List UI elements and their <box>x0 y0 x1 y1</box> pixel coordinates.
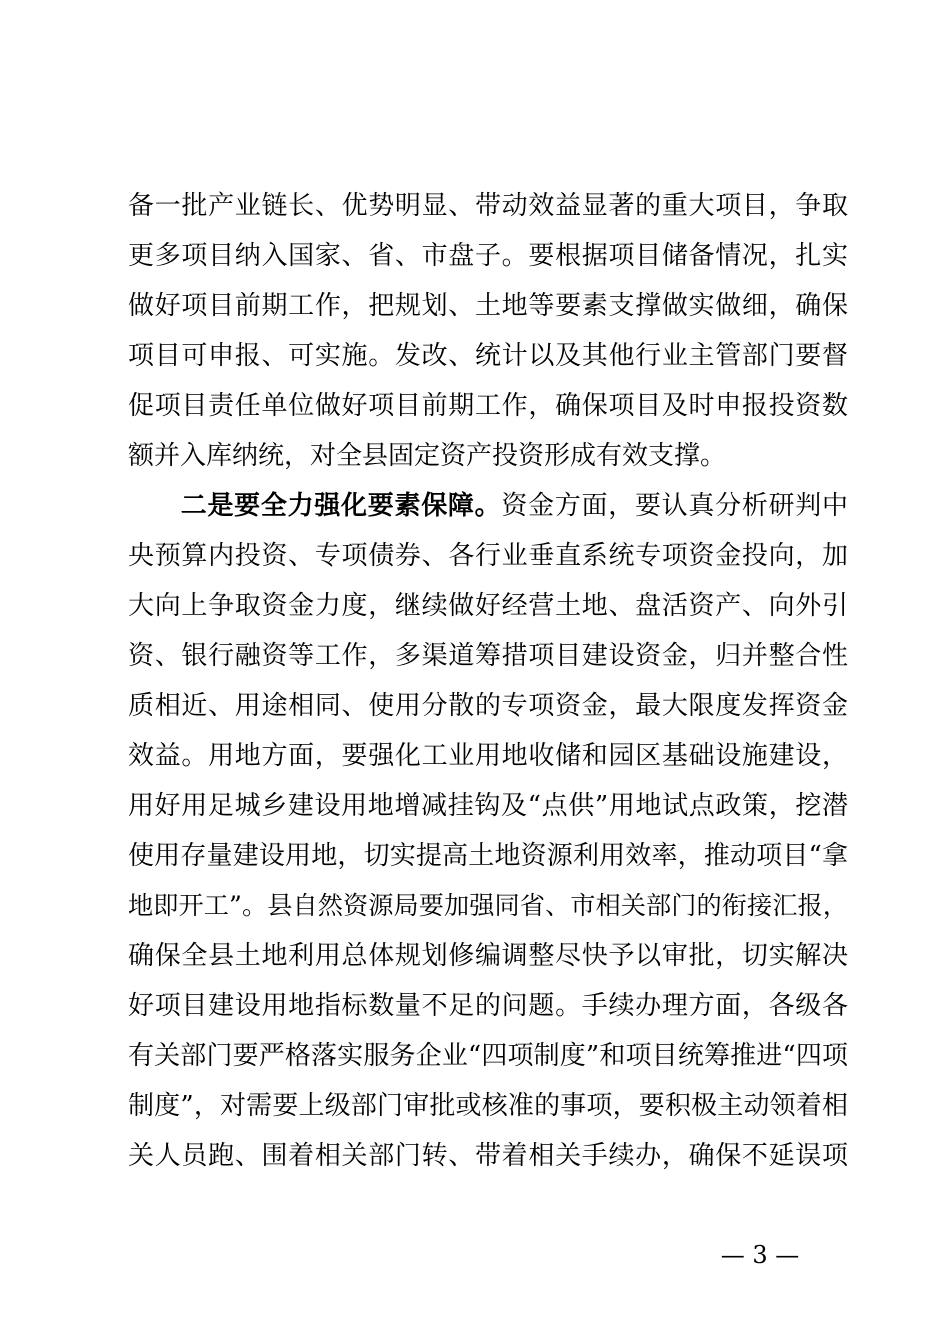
paragraph2-line-10: 确保全县土地利用总体规划修编调整尽快予以审批，切实解决 <box>128 941 848 971</box>
paragraph2-line-5: 质相近、用途相同、使用分散的专项资金，最大限度发挥资金 <box>128 691 848 721</box>
paragraph2-line-11: 好项目建设用地指标数量不足的问题。手续办理方面，各级各 <box>128 991 848 1021</box>
paragraph2-line-6: 效益。用地方面，要强化工业用地收储和园区基础设施建设， <box>128 741 848 771</box>
paragraph2-line-14: 关人员跑、围着相关部门转、带着相关手续办，确保不延误项 <box>128 1141 848 1171</box>
paragraph1-line-4: 项目可申报、可实施。发改、统计以及其他行业主管部门要督 <box>128 341 848 371</box>
paragraph2-line-3: 大向上争取资金力度，继续做好经营土地、盘活资产、向外引 <box>128 591 848 621</box>
paragraph2-line-2: 央预算内投资、专项债券、各行业垂直系统专项资金投向，加 <box>128 541 848 571</box>
paragraph2-line-1-text: 资金方面，要认真分析研判中 <box>501 491 848 521</box>
paragraph1-line-3: 做好项目前期工作，把规划、土地等要素支撑做实做细，确保 <box>128 291 848 321</box>
paragraph1-line-6: 额并入库纳统，对全县固定资产投资形成有效支撑。 <box>128 441 727 471</box>
paragraph2-line-8: 使用存量建设用地，切实提高土地资源利用效率，推动项目“拿 <box>128 841 848 871</box>
paragraph1-line-1: 备一批产业链长、优势明显、带动效益显著的重大项目，争取 <box>128 191 848 221</box>
paragraph2-line-1 <box>128 486 848 526</box>
paragraph2-line-7: 用好用足城乡建设用地增减挂钩及“点供”用地试点政策，挖潜 <box>128 791 848 821</box>
paragraph2-heading: 二是要全力强化要素保障。 <box>180 491 502 521</box>
paragraph2-line-4: 资、银行融资等工作，多渠道筹措项目建设资金，归并整合性 <box>128 641 848 671</box>
paragraph2-line-12: 有关部门要严格落实服务企业“四项制度”和项目统筹推进“四项 <box>128 1041 848 1071</box>
paragraph1-line-2: 更多项目纳入国家、省、市盘子。要根据项目储备情况，扎实 <box>128 241 848 271</box>
page-number: — 3 — <box>720 1241 800 1269</box>
paragraph2-line-13: 制度”，对需要上级部门审批或核准的事项，要积极主动领着相 <box>128 1091 848 1121</box>
paragraph2-line-9: 地即开工”。县自然资源局要加强同省、市相关部门的衔接汇报， <box>128 891 848 920</box>
paragraph1-line-5: 促项目责任单位做好项目前期工作，确保项目及时申报投资数 <box>128 391 848 421</box>
